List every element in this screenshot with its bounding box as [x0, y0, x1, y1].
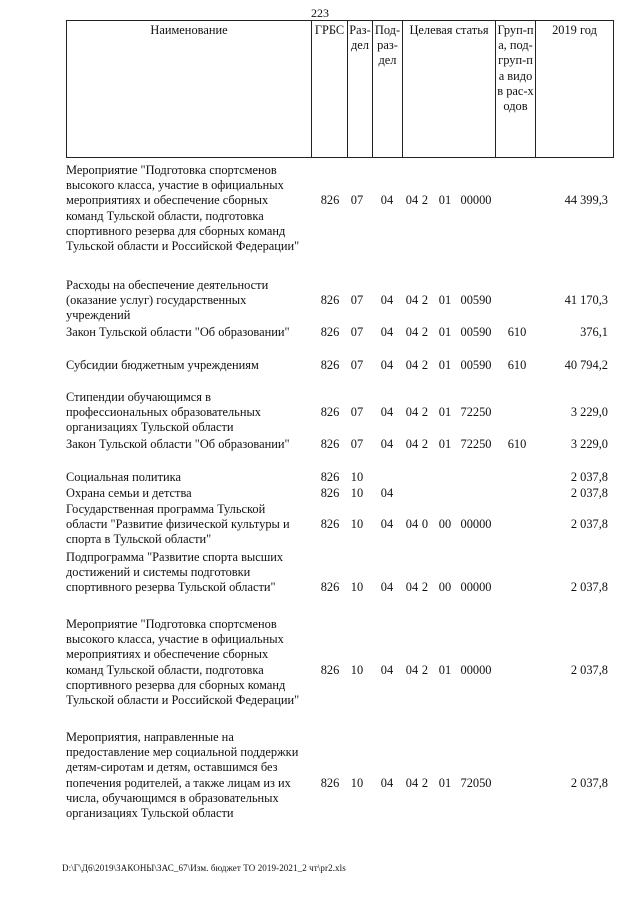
target-direction-cell: 00000 — [460, 517, 492, 532]
row-name: Социальная политика — [66, 470, 181, 484]
razdel-cell: 10 — [350, 470, 364, 484]
target-subprogram-cell: 2 — [421, 325, 429, 339]
target-direction-cell: 00000 — [460, 580, 492, 595]
grbs-cell: 826 — [320, 470, 340, 484]
target-event-cell: 00 — [438, 517, 452, 532]
razdel-cell: 07 — [350, 325, 364, 339]
target-event-cell: 01 — [438, 358, 452, 372]
podrazdel-cell: 04 — [380, 405, 394, 420]
target-subprogram-cell: 2 — [421, 193, 429, 208]
podrazdel-cell: 04 — [380, 325, 394, 339]
row-name: Субсидии бюджетным учреждениям — [66, 358, 259, 372]
grbs-cell: 826 — [320, 486, 340, 500]
target-subprogram-cell: 2 — [421, 437, 429, 451]
target-event-cell: 01 — [438, 293, 452, 308]
razdel-cell: 10 — [350, 580, 364, 595]
target-program-cell: 04 — [405, 325, 419, 339]
target-program-cell: 04 — [405, 358, 419, 372]
target-subprogram-cell: 0 — [421, 517, 429, 532]
target-direction-cell: 00590 — [460, 325, 492, 339]
target-direction-cell: 00590 — [460, 293, 492, 308]
row-name: Мероприятие "Подготовка спортсменов высокого класса, участие в официальных мероприятиях и обеспечение сборных команд Тульской области, подготовка спортивного резерва для сборных команд Тульской области и Российской Федерации" — [66, 617, 300, 708]
podrazdel-cell: 04 — [380, 193, 394, 208]
podrazdel-cell: 04 — [380, 437, 394, 451]
row-name: Государственная программа Тульской области "Развитие физической культуры и спорта в Тульской области" — [66, 502, 290, 547]
target-event-cell: 00 — [438, 580, 452, 595]
target-program-cell: 04 — [405, 293, 419, 308]
row-name: Стипендии обучающимся в профессиональных образовательных организациях Тульской области — [66, 390, 261, 435]
amount-cell: 2 037,8 — [570, 517, 608, 532]
grbs-cell: 826 — [320, 517, 340, 532]
grbs-cell: 826 — [320, 325, 340, 339]
amount-cell: 2 037,8 — [570, 486, 608, 500]
grbs-cell: 826 — [320, 405, 340, 420]
expense-type-cell: 610 — [507, 358, 527, 372]
row-name: Расходы на обеспечение деятельности (оказание услуг) государственных учреждений — [66, 278, 269, 323]
podrazdel-cell: 04 — [380, 517, 394, 532]
podrazdel-cell: 04 — [380, 358, 394, 372]
razdel-cell: 07 — [350, 405, 364, 420]
page-number: 223 — [311, 6, 329, 20]
target-direction-cell: 00000 — [460, 662, 492, 677]
header-year: 2019 год — [536, 21, 614, 158]
grbs-cell: 826 — [320, 358, 340, 372]
row-name: Подпрограмма "Развитие спорта высших достижений и системы подготовки спортивного резерва Тульской области" — [66, 550, 284, 595]
target-direction-cell: 00000 — [460, 193, 492, 208]
razdel-cell: 07 — [350, 193, 364, 208]
amount-cell: 44 399,3 — [564, 193, 608, 208]
podrazdel-cell: 04 — [380, 293, 394, 308]
razdel-cell: 10 — [350, 517, 364, 532]
razdel-cell: 07 — [350, 437, 364, 451]
amount-cell: 3 229,0 — [570, 437, 608, 451]
grbs-cell: 826 — [320, 775, 340, 790]
amount-cell: 2 037,8 — [570, 775, 608, 790]
row-name: Мероприятия, направленные на предоставление мер социальной поддержки детям-сиротам и детям, оставшимся без попечения родителей, а также лицам из их числа, обучающимся в образовательных организациях Тульской области — [66, 730, 299, 821]
amount-cell: 3 229,0 — [570, 405, 608, 420]
target-subprogram-cell: 2 — [421, 580, 429, 595]
target-direction-cell: 00590 — [460, 358, 492, 372]
footer-file-path: D:\Г\Д6\2019\ЗАКОНЫ\ЗАС_67\Изм. бюджет ТО 2019-2021_2 чт\pr2.xls — [62, 863, 346, 873]
target-event-cell: 01 — [438, 193, 452, 208]
amount-cell: 40 794,2 — [564, 358, 608, 372]
target-program-cell: 04 — [405, 775, 419, 790]
target-program-cell: 04 — [405, 517, 419, 532]
row-name: Закон Тульской области "Об образовании" — [66, 437, 290, 451]
target-program-cell: 04 — [405, 437, 419, 451]
grbs-cell: 826 — [320, 293, 340, 308]
amount-cell: 2 037,8 — [570, 470, 608, 484]
target-subprogram-cell: 2 — [421, 662, 429, 677]
grbs-cell: 826 — [320, 580, 340, 595]
row-name: Мероприятие "Подготовка спортсменов высокого класса, участие в официальных мероприятиях и обеспечение сборных команд Тульской области, подготовка спортивного резерва для сборных команд Тульской области и Российской Федерации" — [66, 163, 300, 254]
grbs-cell: 826 — [320, 662, 340, 677]
target-program-cell: 04 — [405, 405, 419, 420]
header-target: Целевая статья — [403, 21, 496, 158]
podrazdel-cell: 04 — [380, 486, 394, 500]
razdel-cell: 10 — [350, 662, 364, 677]
header-razdel: Раз-дел — [348, 21, 373, 158]
target-event-cell: 01 — [438, 325, 452, 339]
podrazdel-cell: 04 — [380, 662, 394, 677]
target-direction-cell: 72250 — [460, 437, 492, 451]
header-vr: Груп-па, под-груп-па видов рас-ходов — [496, 21, 536, 158]
expense-type-cell: 610 — [507, 325, 527, 339]
target-subprogram-cell: 2 — [421, 405, 429, 420]
target-direction-cell: 72050 — [460, 775, 492, 790]
amount-cell: 2 037,8 — [570, 580, 608, 595]
razdel-cell: 10 — [350, 486, 364, 500]
amount-cell: 376,1 — [580, 325, 608, 339]
row-name: Охрана семьи и детства — [66, 486, 192, 500]
target-event-cell: 01 — [438, 405, 452, 420]
target-program-cell: 04 — [405, 193, 419, 208]
podrazdel-cell: 04 — [380, 775, 394, 790]
target-program-cell: 04 — [405, 580, 419, 595]
amount-cell: 2 037,8 — [570, 662, 608, 677]
target-event-cell: 01 — [438, 437, 452, 451]
header-podrazdel: Под-раз-дел — [373, 21, 403, 158]
row-name: Закон Тульской области "Об образовании" — [66, 325, 290, 339]
razdel-cell: 07 — [350, 358, 364, 372]
target-event-cell: 01 — [438, 775, 452, 790]
grbs-cell: 826 — [320, 193, 340, 208]
expense-type-cell: 610 — [507, 437, 527, 451]
target-event-cell: 01 — [438, 662, 452, 677]
target-subprogram-cell: 2 — [421, 358, 429, 372]
amount-cell: 41 170,3 — [564, 293, 608, 308]
grbs-cell: 826 — [320, 437, 340, 451]
header-name: Наименование — [67, 21, 312, 158]
target-direction-cell: 72250 — [460, 405, 492, 420]
razdel-cell: 07 — [350, 293, 364, 308]
target-subprogram-cell: 2 — [421, 775, 429, 790]
razdel-cell: 10 — [350, 775, 364, 790]
podrazdel-cell: 04 — [380, 580, 394, 595]
target-subprogram-cell: 2 — [421, 293, 429, 308]
target-program-cell: 04 — [405, 662, 419, 677]
header-grbs: ГРБС — [312, 21, 348, 158]
